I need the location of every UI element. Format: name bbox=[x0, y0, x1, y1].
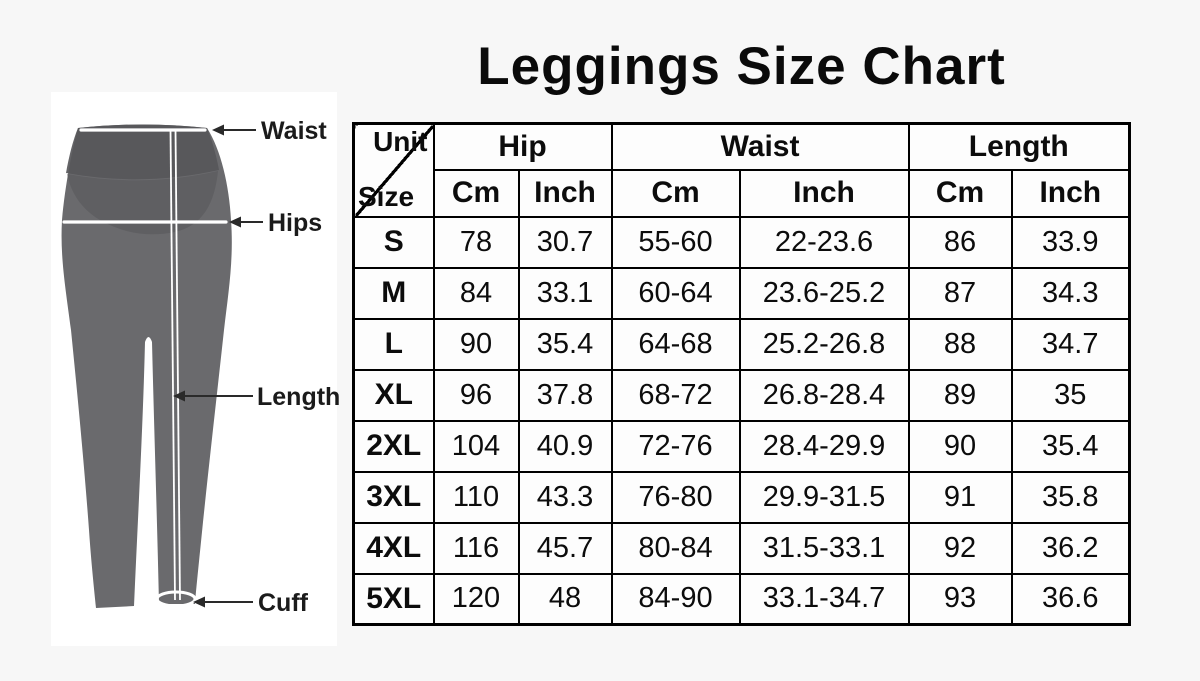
size-label: M bbox=[354, 268, 434, 319]
cell-waist-cm: 80-84 bbox=[612, 523, 740, 574]
table-corner-cell bbox=[354, 124, 434, 217]
cell-waist-inch: 23.6-25.2 bbox=[740, 268, 909, 319]
leggings-figure bbox=[15, 90, 345, 665]
table-row bbox=[354, 472, 1130, 523]
cell-length-inch: 35.8 bbox=[1012, 472, 1130, 523]
size-table bbox=[352, 122, 1131, 626]
size-label: XL bbox=[354, 370, 434, 421]
cell-length-inch: 36.2 bbox=[1012, 523, 1130, 574]
cell-length-cm: 93 bbox=[909, 574, 1012, 625]
cell-length-inch: 35.4 bbox=[1012, 421, 1130, 472]
waist-label: Waist bbox=[261, 117, 327, 145]
size-label: L bbox=[354, 319, 434, 370]
unit-header-hip-cm: Cm bbox=[434, 170, 519, 217]
size-label: 4XL bbox=[354, 523, 434, 574]
cell-length-cm: 92 bbox=[909, 523, 1012, 574]
cell-hip-cm: 120 bbox=[434, 574, 519, 625]
table-row bbox=[354, 523, 1130, 574]
corner-label-unit: Unit bbox=[373, 126, 428, 157]
cell-waist-cm: 64-68 bbox=[612, 319, 740, 370]
length-label: Length bbox=[257, 383, 341, 411]
cell-hip-inch: 45.7 bbox=[519, 523, 612, 574]
cell-waist-inch: 31.5-33.1 bbox=[740, 523, 909, 574]
cell-hip-inch: 37.8 bbox=[519, 370, 612, 421]
cell-length-cm: 89 bbox=[909, 370, 1012, 421]
cell-hip-cm: 90 bbox=[434, 319, 519, 370]
cell-waist-cm: 60-64 bbox=[612, 268, 740, 319]
cell-waist-inch: 22-23.6 bbox=[740, 217, 909, 268]
cuff-label: Cuff bbox=[258, 589, 308, 617]
unit-header-waist-inch: Inch bbox=[740, 170, 909, 217]
cell-length-cm: 90 bbox=[909, 421, 1012, 472]
cell-hip-cm: 84 bbox=[434, 268, 519, 319]
cell-length-inch: 35 bbox=[1012, 370, 1130, 421]
unit-header-length-inch: Inch bbox=[1012, 170, 1130, 217]
unit-header-waist-cm: Cm bbox=[612, 170, 740, 217]
cell-hip-cm: 104 bbox=[434, 421, 519, 472]
size-label: S bbox=[354, 217, 434, 268]
cell-hip-inch: 35.4 bbox=[519, 319, 612, 370]
cell-length-cm: 86 bbox=[909, 217, 1012, 268]
table-row bbox=[354, 268, 1130, 319]
cell-hip-cm: 116 bbox=[434, 523, 519, 574]
cell-waist-inch: 26.8-28.4 bbox=[740, 370, 909, 421]
cell-waist-cm: 76-80 bbox=[612, 472, 740, 523]
cell-length-inch: 36.6 bbox=[1012, 574, 1130, 625]
size-label: 2XL bbox=[354, 421, 434, 472]
waistband-shading bbox=[66, 125, 219, 180]
cell-waist-cm: 84-90 bbox=[612, 574, 740, 625]
cell-hip-cm: 110 bbox=[434, 472, 519, 523]
cell-hip-inch: 48 bbox=[519, 574, 612, 625]
col-group-length: Length bbox=[909, 124, 1130, 170]
cell-length-cm: 91 bbox=[909, 472, 1012, 523]
cell-waist-cm: 72-76 bbox=[612, 421, 740, 472]
cell-waist-cm: 55-60 bbox=[612, 217, 740, 268]
table-row bbox=[354, 319, 1130, 370]
cell-length-inch: 34.7 bbox=[1012, 319, 1130, 370]
size-label: 3XL bbox=[354, 472, 434, 523]
cell-length-inch: 34.3 bbox=[1012, 268, 1130, 319]
corner-label-size: Size bbox=[358, 180, 415, 212]
table-group-header-row bbox=[354, 124, 1130, 170]
leggings-illustration bbox=[15, 90, 345, 665]
cell-length-inch: 33.9 bbox=[1012, 217, 1130, 268]
unit-header-length-cm: Cm bbox=[909, 170, 1012, 217]
cell-length-cm: 88 bbox=[909, 319, 1012, 370]
cell-hip-inch: 33.1 bbox=[519, 268, 612, 319]
table-row bbox=[354, 370, 1130, 421]
cell-waist-inch: 25.2-26.8 bbox=[740, 319, 909, 370]
cell-waist-inch: 29.9-31.5 bbox=[740, 472, 909, 523]
cell-hip-cm: 78 bbox=[434, 217, 519, 268]
col-group-hip: Hip bbox=[434, 124, 612, 170]
table-row bbox=[354, 574, 1130, 625]
cell-hip-inch: 43.3 bbox=[519, 472, 612, 523]
cell-hip-cm: 96 bbox=[434, 370, 519, 421]
size-label: 5XL bbox=[354, 574, 434, 625]
table-unit-header-row bbox=[354, 170, 1130, 217]
table-row bbox=[354, 217, 1130, 268]
cell-waist-inch: 33.1-34.7 bbox=[740, 574, 909, 625]
cell-waist-inch: 28.4-29.9 bbox=[740, 421, 909, 472]
hips-label: Hips bbox=[268, 209, 323, 237]
table-row bbox=[354, 421, 1130, 472]
cell-hip-inch: 30.7 bbox=[519, 217, 612, 268]
unit-header-hip-inch: Inch bbox=[519, 170, 612, 217]
cell-hip-inch: 40.9 bbox=[519, 421, 612, 472]
cell-waist-cm: 68-72 bbox=[612, 370, 740, 421]
col-group-waist: Waist bbox=[612, 124, 909, 170]
page-title: Leggings Size Chart bbox=[477, 37, 1006, 96]
cell-length-cm: 87 bbox=[909, 268, 1012, 319]
